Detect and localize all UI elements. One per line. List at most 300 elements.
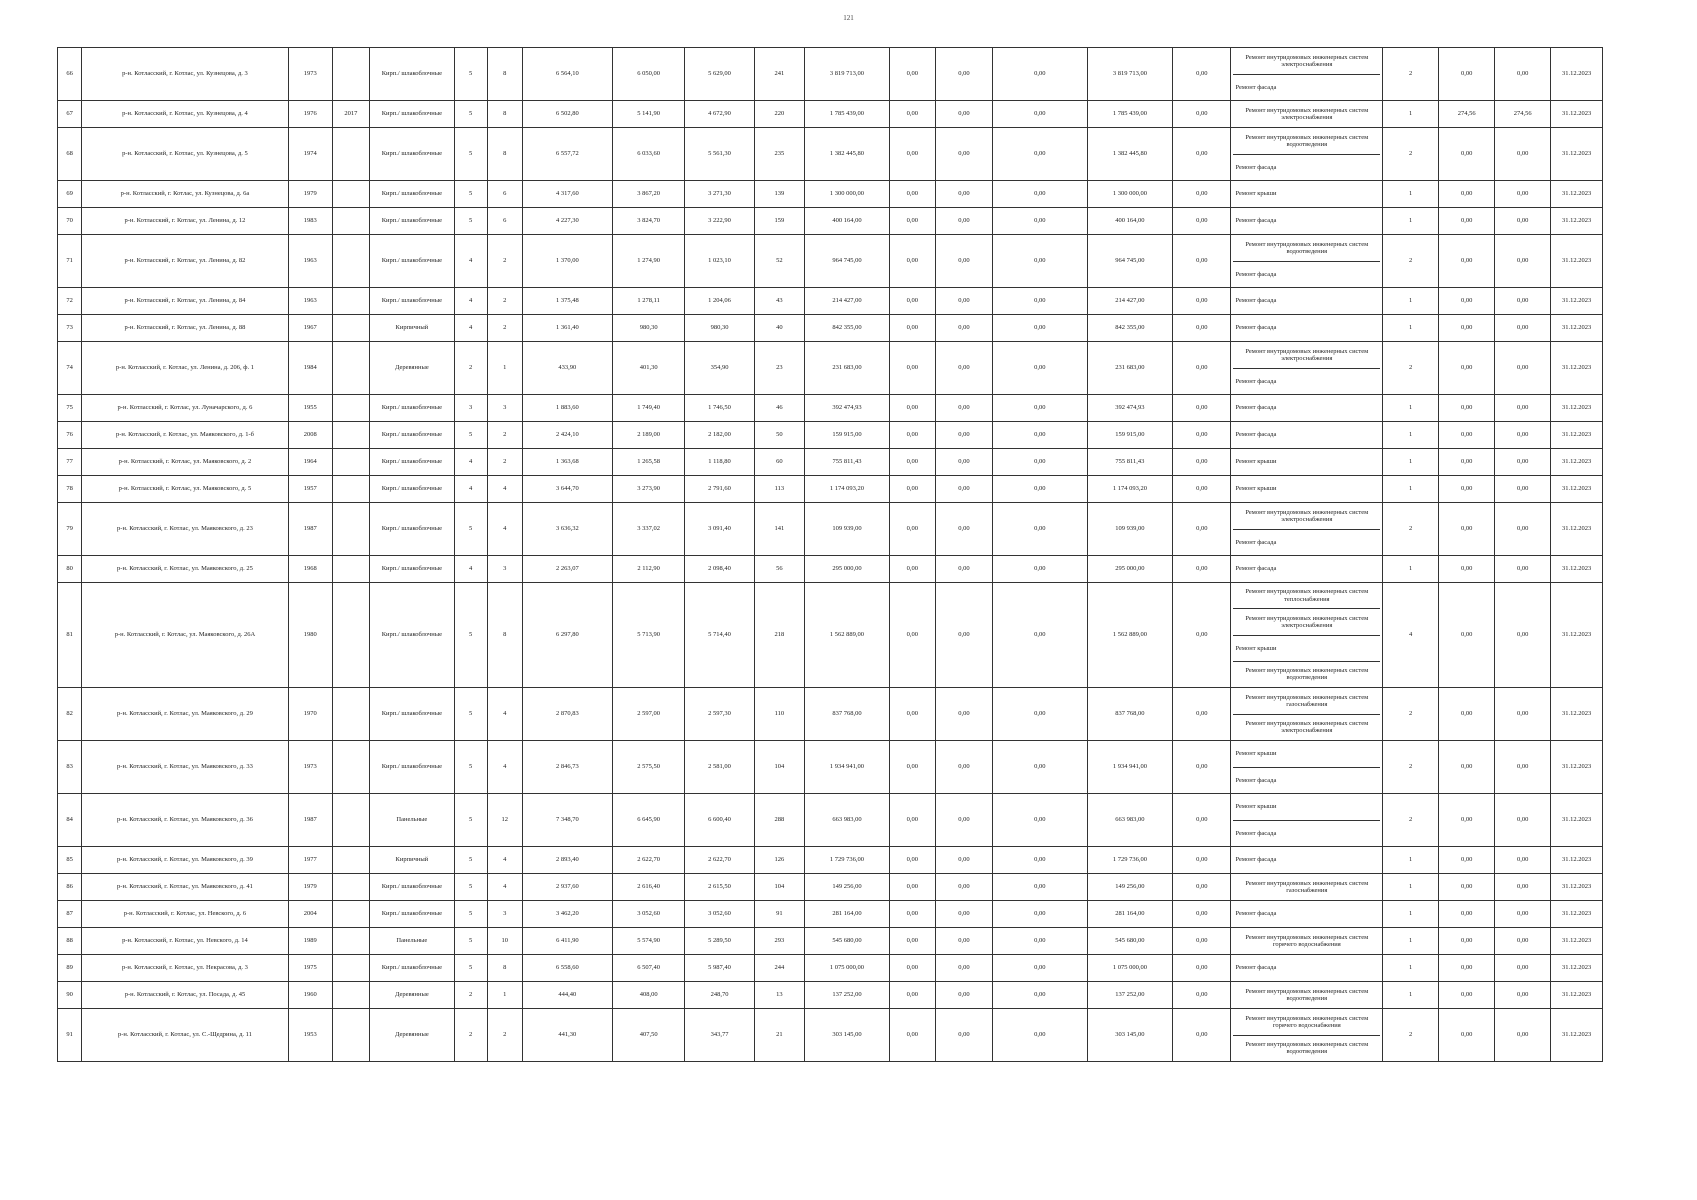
floors-cell: 5: [454, 874, 487, 901]
works-count-cell: 1: [1383, 847, 1439, 874]
row-number: 87: [58, 901, 82, 928]
area-cell: 3 273,90: [612, 476, 685, 503]
fund-owners-cell: 1 174 093,20: [1087, 476, 1173, 503]
year-reconstructed-cell: [332, 128, 369, 181]
year-reconstructed-cell: [332, 476, 369, 503]
year-built-cell: 1964: [288, 449, 332, 476]
total-area-cell: 6 557,72: [522, 128, 612, 181]
fund-federal-cell: 0,00: [889, 181, 935, 208]
residents-cell: 288: [754, 794, 805, 847]
fund-local-cell: 0,00: [993, 583, 1088, 688]
work-types-cell: [1231, 874, 1383, 901]
work-types-cell: [1231, 503, 1383, 556]
year-built-cell: 1975: [288, 955, 332, 982]
year-reconstructed-cell: [332, 1009, 369, 1062]
entrances-cell: 4: [487, 847, 522, 874]
work-type-item: Ремонт фасада: [1235, 829, 1277, 837]
specific-cost-cell: 0,00: [1439, 476, 1495, 503]
max-cost-cell: 0,00: [1495, 847, 1551, 874]
total-cost-cell: 1 729 736,00: [805, 847, 890, 874]
residential-area-cell: 3 271,30: [685, 181, 754, 208]
fund-local-cell: 0,00: [993, 128, 1088, 181]
fund-local-cell: 0,00: [993, 1009, 1088, 1062]
residential-area-cell: 3 052,60: [685, 901, 754, 928]
residential-area-cell: 3 091,40: [685, 503, 754, 556]
area-cell: 1 274,90: [612, 235, 685, 288]
work-types-cell: [1231, 181, 1383, 208]
work-type-item: Ремонт внутридомовых инженерных систем водоотведения: [1233, 128, 1380, 155]
area-cell: 2 622,70: [612, 847, 685, 874]
deadline-cell: 31.12.2023: [1551, 288, 1603, 315]
work-types-cell: [1231, 847, 1383, 874]
work-types-cell: [1231, 1009, 1383, 1062]
year-reconstructed-cell: 2017: [332, 101, 369, 128]
total-cost-cell: 1 075 000,00: [805, 955, 890, 982]
deadline-cell: 31.12.2023: [1551, 583, 1603, 688]
specific-cost-cell: 0,00: [1439, 556, 1495, 583]
address-cell: р-н. Котласский, г. Котлас, ул. Невского, д. 6: [82, 901, 289, 928]
fund-other-cell: 0,00: [1173, 741, 1231, 794]
work-type-item: Ремонт фасада: [1235, 270, 1277, 278]
area-cell: 3 824,70: [612, 208, 685, 235]
work-type-item: Ремонт фасада: [1235, 404, 1277, 412]
work-type-item: Ремонт внутридомовых инженерных систем водоотведения: [1245, 987, 1369, 1002]
work-types-cell: [1231, 928, 1383, 955]
fund-other-cell: 0,00: [1173, 928, 1231, 955]
fund-owners-cell: 214 427,00: [1087, 288, 1173, 315]
row-number: 90: [58, 982, 82, 1009]
year-built-cell: 1987: [288, 503, 332, 556]
residents-cell: 56: [754, 556, 805, 583]
table-row: [58, 982, 1603, 1009]
fund-regional-cell: 0,00: [935, 741, 992, 794]
total-cost-cell: 3 819 713,00: [805, 48, 890, 101]
repair-registry-table: [57, 47, 1603, 1062]
work-type-item: Ремонт крыши: [1235, 458, 1277, 466]
fund-owners-cell: 1 382 445,80: [1087, 128, 1173, 181]
table-row: [58, 741, 1603, 794]
area-cell: 6 050,00: [612, 48, 685, 101]
entrances-cell: 2: [487, 1009, 522, 1062]
work-types-cell: [1231, 449, 1383, 476]
year-reconstructed-cell: [332, 208, 369, 235]
deadline-cell: 31.12.2023: [1551, 688, 1603, 741]
fund-local-cell: 0,00: [993, 476, 1088, 503]
residents-cell: 104: [754, 741, 805, 794]
work-type-item: Ремонт внутридомовых инженерных систем электроснабжения: [1245, 720, 1369, 735]
work-types-cell: [1231, 741, 1383, 794]
entrances-cell: 6: [487, 208, 522, 235]
residential-area-cell: 1 023,10: [685, 235, 754, 288]
address-cell: р-н. Котласский, г. Котлас, ул. Маяковского, д. 5: [82, 476, 289, 503]
deadline-cell: 31.12.2023: [1551, 395, 1603, 422]
total-area-cell: 6 564,10: [522, 48, 612, 101]
work-types-cell: [1231, 315, 1383, 342]
works-count-cell: 2: [1383, 48, 1439, 101]
entrances-cell: 3: [487, 901, 522, 928]
residents-cell: 46: [754, 395, 805, 422]
wall-material-cell: Панельные: [370, 928, 455, 955]
floors-cell: 5: [454, 503, 487, 556]
total-area-cell: 4 227,30: [522, 208, 612, 235]
works-count-cell: 2: [1383, 342, 1439, 395]
residents-cell: 43: [754, 288, 805, 315]
work-types-cell: [1231, 48, 1383, 101]
total-cost-cell: 159 915,00: [805, 422, 890, 449]
fund-regional-cell: 0,00: [935, 901, 992, 928]
residential-area-cell: 3 222,90: [685, 208, 754, 235]
year-built-cell: 1984: [288, 342, 332, 395]
deadline-cell: 31.12.2023: [1551, 955, 1603, 982]
residential-area-cell: 1 204,06: [685, 288, 754, 315]
year-built-cell: 1976: [288, 101, 332, 128]
max-cost-cell: 0,00: [1495, 901, 1551, 928]
fund-owners-cell: 1 729 736,00: [1087, 847, 1173, 874]
work-type-item: Ремонт фасада: [1235, 217, 1277, 225]
entrances-cell: 1: [487, 342, 522, 395]
area-cell: 1 749,40: [612, 395, 685, 422]
area-cell: 5 713,90: [612, 583, 685, 688]
work-type-item: Ремонт внутридомовых инженерных систем водоотведения: [1245, 1041, 1369, 1056]
fund-regional-cell: 0,00: [935, 315, 992, 342]
floors-cell: 5: [454, 208, 487, 235]
year-built-cell: 1963: [288, 288, 332, 315]
fund-local-cell: 0,00: [993, 342, 1088, 395]
fund-federal-cell: 0,00: [889, 583, 935, 688]
year-reconstructed-cell: [332, 955, 369, 982]
fund-owners-cell: 392 474,93: [1087, 395, 1173, 422]
deadline-cell: 31.12.2023: [1551, 476, 1603, 503]
total-cost-cell: 842 355,00: [805, 315, 890, 342]
works-count-cell: 1: [1383, 874, 1439, 901]
residents-cell: 139: [754, 181, 805, 208]
year-reconstructed-cell: [332, 901, 369, 928]
year-built-cell: 1955: [288, 395, 332, 422]
works-count-cell: 1: [1383, 556, 1439, 583]
table-row: [58, 901, 1603, 928]
table-row: [58, 955, 1603, 982]
year-built-cell: 1960: [288, 982, 332, 1009]
fund-federal-cell: 0,00: [889, 741, 935, 794]
deadline-cell: 31.12.2023: [1551, 208, 1603, 235]
work-types-cell: [1231, 476, 1383, 503]
year-reconstructed-cell: [332, 688, 369, 741]
year-reconstructed-cell: [332, 422, 369, 449]
row-number: 68: [58, 128, 82, 181]
residents-cell: 21: [754, 1009, 805, 1062]
entrances-cell: 4: [487, 503, 522, 556]
fund-local-cell: 0,00: [993, 955, 1088, 982]
total-cost-cell: 231 683,00: [805, 342, 890, 395]
residents-cell: 60: [754, 449, 805, 476]
table-row: [58, 794, 1603, 847]
fund-federal-cell: 0,00: [889, 503, 935, 556]
address-cell: р-н. Котласский, г. Котлас, ул. Посада, д. 45: [82, 982, 289, 1009]
total-cost-cell: 1 174 093,20: [805, 476, 890, 503]
max-cost-cell: 0,00: [1495, 449, 1551, 476]
max-cost-cell: 0,00: [1495, 955, 1551, 982]
total-area-cell: 2 870,83: [522, 688, 612, 741]
wall-material-cell: Панельные: [370, 794, 455, 847]
residents-cell: 126: [754, 847, 805, 874]
floors-cell: 5: [454, 128, 487, 181]
max-cost-cell: 0,00: [1495, 688, 1551, 741]
residents-cell: 235: [754, 128, 805, 181]
floors-cell: 5: [454, 741, 487, 794]
fund-owners-cell: 1 934 941,00: [1087, 741, 1173, 794]
table-row: [58, 556, 1603, 583]
specific-cost-cell: 0,00: [1439, 901, 1495, 928]
year-reconstructed-cell: [332, 449, 369, 476]
deadline-cell: 31.12.2023: [1551, 741, 1603, 794]
fund-federal-cell: 0,00: [889, 288, 935, 315]
wall-material-cell: Кирп./ шлакоблочные: [370, 476, 455, 503]
works-count-cell: 1: [1383, 181, 1439, 208]
fund-regional-cell: 0,00: [935, 128, 992, 181]
total-area-cell: 3 644,70: [522, 476, 612, 503]
fund-regional-cell: 0,00: [935, 235, 992, 288]
works-count-cell: 1: [1383, 395, 1439, 422]
year-reconstructed-cell: [332, 181, 369, 208]
entrances-cell: 2: [487, 315, 522, 342]
work-types-cell: [1231, 422, 1383, 449]
works-count-cell: 1: [1383, 288, 1439, 315]
residential-area-cell: 2 581,00: [685, 741, 754, 794]
total-cost-cell: 392 474,93: [805, 395, 890, 422]
floors-cell: 5: [454, 181, 487, 208]
fund-federal-cell: 0,00: [889, 315, 935, 342]
fund-regional-cell: 0,00: [935, 288, 992, 315]
work-types-cell: [1231, 235, 1383, 288]
fund-local-cell: 0,00: [993, 101, 1088, 128]
wall-material-cell: Кирп./ шлакоблочные: [370, 128, 455, 181]
table-row: [58, 688, 1603, 741]
wall-material-cell: Кирп./ шлакоблочные: [370, 955, 455, 982]
work-types-cell: [1231, 901, 1383, 928]
residential-area-cell: 4 672,90: [685, 101, 754, 128]
fund-local-cell: 0,00: [993, 901, 1088, 928]
max-cost-cell: 0,00: [1495, 128, 1551, 181]
floors-cell: 2: [454, 982, 487, 1009]
total-cost-cell: 1 382 445,80: [805, 128, 890, 181]
residents-cell: 110: [754, 688, 805, 741]
fund-other-cell: 0,00: [1173, 208, 1231, 235]
fund-owners-cell: 545 680,00: [1087, 928, 1173, 955]
row-number: 77: [58, 449, 82, 476]
entrances-cell: 6: [487, 181, 522, 208]
specific-cost-cell: 0,00: [1439, 235, 1495, 288]
year-reconstructed-cell: [332, 794, 369, 847]
row-number: 83: [58, 741, 82, 794]
max-cost-cell: 0,00: [1495, 48, 1551, 101]
wall-material-cell: Кирп./ шлакоблочные: [370, 874, 455, 901]
work-type-item: Ремонт внутридомовых инженерных систем электроснабжения: [1245, 106, 1369, 121]
floors-cell: 5: [454, 422, 487, 449]
entrances-cell: 4: [487, 688, 522, 741]
works-count-cell: 1: [1383, 901, 1439, 928]
year-built-cell: 1983: [288, 208, 332, 235]
year-built-cell: 1973: [288, 741, 332, 794]
area-cell: 5 141,90: [612, 101, 685, 128]
year-reconstructed-cell: [332, 741, 369, 794]
entrances-cell: 8: [487, 48, 522, 101]
total-cost-cell: 663 983,00: [805, 794, 890, 847]
residential-area-cell: 5 987,40: [685, 955, 754, 982]
fund-regional-cell: 0,00: [935, 794, 992, 847]
works-count-cell: 1: [1383, 955, 1439, 982]
row-number: 81: [58, 583, 82, 688]
work-types-cell: [1231, 955, 1383, 982]
work-type-item: Ремонт крыши: [1233, 794, 1380, 821]
fund-federal-cell: 0,00: [889, 128, 935, 181]
area-cell: 6 507,40: [612, 955, 685, 982]
fund-local-cell: 0,00: [993, 556, 1088, 583]
fund-other-cell: 0,00: [1173, 181, 1231, 208]
floors-cell: 5: [454, 48, 487, 101]
residential-area-cell: 2 098,40: [685, 556, 754, 583]
fund-other-cell: 0,00: [1173, 128, 1231, 181]
work-type-item: Ремонт фасада: [1235, 163, 1277, 171]
fund-owners-cell: 837 768,00: [1087, 688, 1173, 741]
deadline-cell: 31.12.2023: [1551, 101, 1603, 128]
work-type-item: Ремонт крыши: [1233, 741, 1380, 768]
works-count-cell: 1: [1383, 208, 1439, 235]
area-cell: 1 265,58: [612, 449, 685, 476]
year-built-cell: 1977: [288, 847, 332, 874]
specific-cost-cell: 0,00: [1439, 982, 1495, 1009]
works-count-cell: 1: [1383, 928, 1439, 955]
year-built-cell: 1979: [288, 874, 332, 901]
fund-local-cell: 0,00: [993, 48, 1088, 101]
address-cell: р-н. Котласский, г. Котлас, ул. Маяковского, д. 39: [82, 847, 289, 874]
fund-regional-cell: 0,00: [935, 422, 992, 449]
residential-area-cell: 2 622,70: [685, 847, 754, 874]
residential-area-cell: 5 561,30: [685, 128, 754, 181]
fund-owners-cell: 149 256,00: [1087, 874, 1173, 901]
specific-cost-cell: 0,00: [1439, 741, 1495, 794]
address-cell: р-н. Котласский, г. Котлас, ул. Маяковского, д. 23: [82, 503, 289, 556]
table-row: [58, 181, 1603, 208]
works-count-cell: 1: [1383, 982, 1439, 1009]
entrances-cell: 4: [487, 741, 522, 794]
max-cost-cell: 0,00: [1495, 395, 1551, 422]
work-type-item: Ремонт фасада: [1235, 565, 1277, 573]
fund-regional-cell: 0,00: [935, 583, 992, 688]
fund-local-cell: 0,00: [993, 449, 1088, 476]
fund-regional-cell: 0,00: [935, 874, 992, 901]
fund-federal-cell: 0,00: [889, 101, 935, 128]
fund-regional-cell: 0,00: [935, 556, 992, 583]
year-built-cell: 1967: [288, 315, 332, 342]
work-type-item: Ремонт фасада: [1235, 776, 1277, 784]
fund-regional-cell: 0,00: [935, 982, 992, 1009]
fund-regional-cell: 0,00: [935, 181, 992, 208]
max-cost-cell: 0,00: [1495, 556, 1551, 583]
total-area-cell: 1 375,48: [522, 288, 612, 315]
row-number: 91: [58, 1009, 82, 1062]
address-cell: р-н. Котласский, г. Котлас, ул. С.-Щедрина, д. 11: [82, 1009, 289, 1062]
address-cell: р-н. Котласский, г. Котлас, ул. Маяковского, д. 41: [82, 874, 289, 901]
fund-other-cell: 0,00: [1173, 342, 1231, 395]
total-area-cell: 2 424,10: [522, 422, 612, 449]
residents-cell: 113: [754, 476, 805, 503]
fund-regional-cell: 0,00: [935, 48, 992, 101]
fund-federal-cell: 0,00: [889, 794, 935, 847]
work-types-cell: [1231, 583, 1383, 688]
work-type-item: Ремонт крыши: [1233, 636, 1380, 662]
fund-local-cell: 0,00: [993, 741, 1088, 794]
works-count-cell: 1: [1383, 422, 1439, 449]
wall-material-cell: Кирп./ шлакоблочные: [370, 422, 455, 449]
fund-regional-cell: 0,00: [935, 101, 992, 128]
total-cost-cell: 214 427,00: [805, 288, 890, 315]
area-cell: 3 052,60: [612, 901, 685, 928]
work-type-item: Ремонт внутридомовых инженерных систем электроснабжения: [1233, 503, 1380, 530]
fund-owners-cell: 3 819 713,00: [1087, 48, 1173, 101]
residential-area-cell: 2 615,50: [685, 874, 754, 901]
work-type-item: Ремонт крыши: [1235, 485, 1277, 493]
max-cost-cell: 0,00: [1495, 315, 1551, 342]
row-number: 84: [58, 794, 82, 847]
table-row: [58, 128, 1603, 181]
row-number: 66: [58, 48, 82, 101]
fund-other-cell: 0,00: [1173, 688, 1231, 741]
year-reconstructed-cell: [332, 982, 369, 1009]
specific-cost-cell: 0,00: [1439, 874, 1495, 901]
fund-other-cell: 0,00: [1173, 503, 1231, 556]
specific-cost-cell: 0,00: [1439, 342, 1495, 395]
works-count-cell: 2: [1383, 741, 1439, 794]
work-type-item: Ремонт внутридомовых инженерных систем электроснабжения: [1233, 342, 1380, 369]
year-built-cell: 1973: [288, 48, 332, 101]
total-cost-cell: 545 680,00: [805, 928, 890, 955]
area-cell: 1 278,11: [612, 288, 685, 315]
total-cost-cell: 1 785 439,00: [805, 101, 890, 128]
total-cost-cell: 837 768,00: [805, 688, 890, 741]
year-built-cell: 1979: [288, 181, 332, 208]
entrances-cell: 12: [487, 794, 522, 847]
work-type-item: Ремонт фасада: [1235, 83, 1277, 91]
floors-cell: 4: [454, 235, 487, 288]
fund-owners-cell: 1 075 000,00: [1087, 955, 1173, 982]
address-cell: р-н. Котласский, г. Котлас, ул. Ленина, д. 84: [82, 288, 289, 315]
residents-cell: 50: [754, 422, 805, 449]
fund-regional-cell: 0,00: [935, 955, 992, 982]
deadline-cell: 31.12.2023: [1551, 928, 1603, 955]
total-area-cell: 7 348,70: [522, 794, 612, 847]
total-area-cell: 2 937,60: [522, 874, 612, 901]
wall-material-cell: Кирп./ шлакоблочные: [370, 688, 455, 741]
year-built-cell: 1963: [288, 235, 332, 288]
area-cell: 408,00: [612, 982, 685, 1009]
specific-cost-cell: 0,00: [1439, 955, 1495, 982]
residents-cell: 40: [754, 315, 805, 342]
row-number: 79: [58, 503, 82, 556]
fund-other-cell: 0,00: [1173, 583, 1231, 688]
max-cost-cell: 0,00: [1495, 208, 1551, 235]
year-built-cell: 1989: [288, 928, 332, 955]
fund-regional-cell: 0,00: [935, 503, 992, 556]
row-number: 69: [58, 181, 82, 208]
residents-cell: 241: [754, 48, 805, 101]
area-cell: 3 337,02: [612, 503, 685, 556]
fund-owners-cell: 231 683,00: [1087, 342, 1173, 395]
specific-cost-cell: 0,00: [1439, 395, 1495, 422]
fund-other-cell: 0,00: [1173, 874, 1231, 901]
fund-local-cell: 0,00: [993, 794, 1088, 847]
wall-material-cell: Кирп./ шлакоблочные: [370, 288, 455, 315]
table-row: [58, 101, 1603, 128]
